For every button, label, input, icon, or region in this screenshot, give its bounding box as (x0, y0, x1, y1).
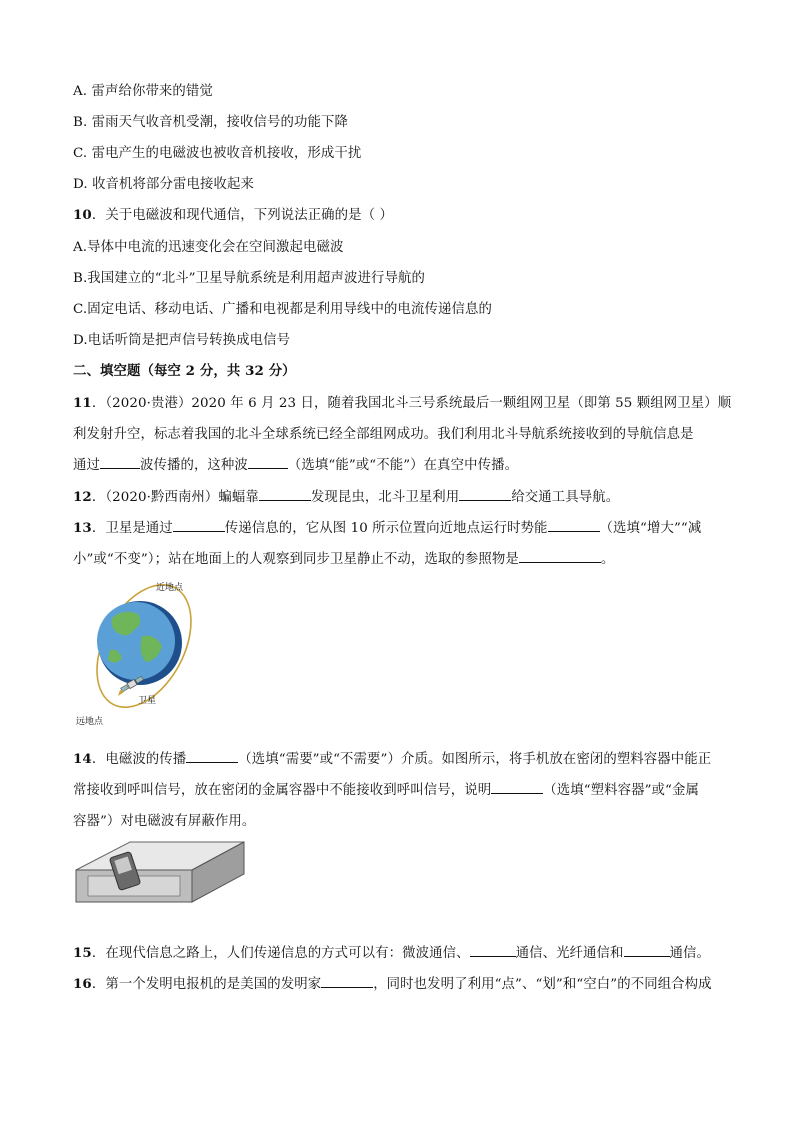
q12-number: 12 (73, 489, 92, 505)
q11-line1-text: ．（2020·贵港）2020 年 6 月 23 日，随着我国北斗三号系统最后一颗组网卫星（即第 55 颗组网卫星）顺 (91, 396, 732, 411)
q10-stem (73, 204, 393, 223)
q11-blank-1[interactable] (100, 456, 140, 469)
q11-text-c: （选填“能”或“不能”）在真空中传播。 (287, 458, 519, 473)
q13-line2-text-a: 小”或“不变”）；站在地面上的人观察到同步卫星静止不动，选取的参照物是 (73, 552, 519, 567)
q12-blank-1[interactable] (259, 488, 311, 501)
q15-text-c: 通信。 (669, 946, 711, 961)
q9-option-a: A. 雷声给你带来的错觉 (73, 84, 213, 99)
q9-option-b: B. 雷雨天气收音机受潮，接收信号的功能下降 (73, 115, 348, 130)
q14-blank-1[interactable] (186, 750, 238, 763)
q16-number: 16 (73, 976, 92, 992)
q13-line2-text-b: 。 (600, 552, 615, 567)
figure-label-satellite: 卫星 (138, 696, 157, 706)
q9-option-d: D. 收音机将部分雷电接收起来 (73, 177, 254, 192)
q11-blank-2[interactable] (248, 456, 288, 469)
q14-line2-text-b: （选填“塑料容器”或“金属 (543, 783, 699, 798)
satellite-orbit-figure (72, 578, 202, 728)
q16-text-a: ．第一个发明电报机的是美国的发明家 (91, 977, 322, 992)
q14-number: 14 (73, 751, 92, 767)
figure-label-apogee: 远地点 (76, 717, 104, 727)
q14-line2-text-a: 常接收到呼叫信号，放在密闭的金属容器中不能接收到呼叫信号，说明 (73, 783, 492, 798)
q10-option-c: C.固定电话、移动电话、广播和电视都是利用导线中的电流传递信息的 (73, 302, 492, 317)
q13-text-a: ．卫星是通过 (91, 521, 173, 536)
q16-line1 (73, 973, 712, 992)
q13-blank-1[interactable] (173, 519, 225, 532)
q13-text-b: 传递信息的，它从图 10 所示位置向近地点运行时势能 (224, 521, 548, 536)
q11-line1 (73, 392, 731, 411)
q14-line3: 容器”）对电磁波有屏蔽作用。 (73, 814, 256, 829)
q13-line2 (73, 548, 614, 567)
q16-blank-1[interactable] (321, 975, 373, 988)
q15-text-a: ．在现代信息之路上，人们传递信息的方式可以有：微波通信、 (91, 946, 470, 961)
q15-text-b: 通信、光纤通信和 (515, 946, 624, 961)
q13-line1 (73, 517, 701, 536)
q14-line2 (73, 779, 699, 798)
q12-line1 (73, 486, 619, 505)
q13-text-c: （选填“增大”“减 (599, 521, 702, 536)
q14-line1 (73, 748, 711, 767)
q11-text-a: 通过 (73, 458, 100, 473)
q11-line3 (73, 454, 518, 473)
section-heading-fill-in: 二、填空题（每空 2 分，共 32 分） (73, 363, 296, 379)
q13-number: 13 (73, 520, 92, 536)
q10-option-a: A.导体中电流的迅速变化会在空间激起电磁波 (73, 240, 344, 255)
q10-option-b: B.我国建立的“北斗”卫星导航系统是利用超声波进行导航的 (73, 271, 425, 286)
q12-text-b: 发现昆虫，北斗卫星利用 (310, 490, 460, 505)
figure-label-perigee: 近地点 (156, 583, 184, 593)
q10-number: 10 (73, 207, 92, 223)
q14-text-b: （选填“需要”或“不需要”）介质。如图所示，将手机放在密闭的塑料容器中能正 (238, 752, 712, 767)
q10-option-d: D.电话听筒是把声信号转换成电信号 (73, 333, 291, 348)
q13-blank-2[interactable] (548, 519, 600, 532)
q15-number: 15 (73, 945, 92, 961)
q9-option-c: C. 雷电产生的电磁波也被收音机接收，形成干扰 (73, 146, 362, 161)
q15-blank-2[interactable] (624, 944, 670, 957)
container-phone-figure (74, 836, 248, 908)
q14-blank-2[interactable] (491, 781, 543, 794)
q13-blank-3[interactable] (519, 550, 601, 563)
q16-text-b: ，同时也发明了利用“点”、“划”和“空白”的不同组合构成 (373, 977, 712, 992)
q11-line2: 利发射升空，标志着我国的北斗全球系统已经全部组网成功。我们利用北斗导航系统接收到的导航信息是 (73, 427, 694, 442)
q15-blank-1[interactable] (470, 944, 516, 957)
q14-text-a: ．电磁波的传播 (91, 752, 187, 767)
q15-line1 (73, 942, 710, 961)
q10-stem-text: ．关于电磁波和现代通信，下列说法正确的是（ ） (91, 208, 393, 223)
q11-number: 11 (73, 395, 92, 411)
q12-text-c: 给交通工具导航。 (511, 490, 620, 505)
q11-text-b: 波传播的，这种波 (139, 458, 248, 473)
q12-text-a: ．（2020·黔西南州）蝙蝠靠 (91, 490, 259, 505)
q12-blank-2[interactable] (459, 488, 511, 501)
